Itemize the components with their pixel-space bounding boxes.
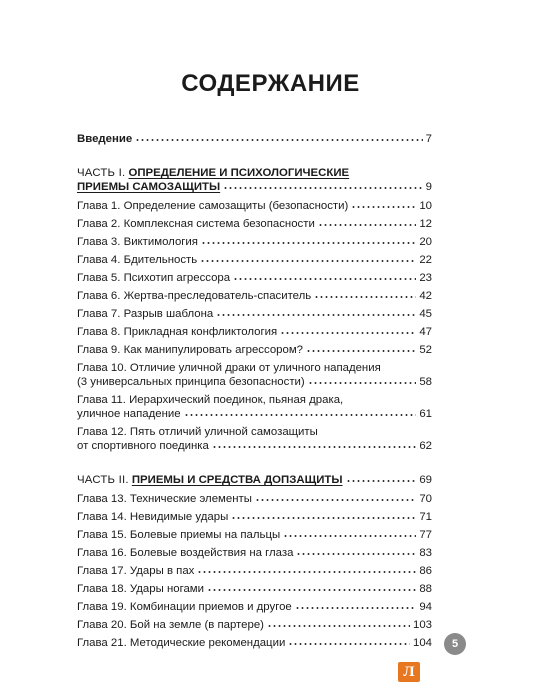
- toc-chapter-label: Глава 15. Болевые приемы на пальцы: [77, 529, 281, 541]
- toc-chapter-page: 61: [419, 408, 432, 420]
- toc-chapter-label: Глава 16. Болевые воздействия на глаза: [77, 547, 294, 559]
- part1-heading[interactable]: [77, 166, 349, 180]
- dot-leader: [351, 204, 416, 210]
- toc-chapter-page: 23: [419, 272, 432, 284]
- toc-chapter[interactable]: [77, 253, 432, 267]
- toc-chapter-label: Глава 3. Виктимология: [77, 236, 198, 248]
- toc-chapter[interactable]: [77, 271, 432, 285]
- toc-chapter-label: Глава 8. Прикладная конфликтология: [77, 326, 278, 338]
- toc-chapter[interactable]: [77, 407, 432, 421]
- toc-chapter[interactable]: [77, 343, 432, 357]
- page-title: СОДЕРЖАНИЕ: [181, 70, 360, 97]
- toc-chapter[interactable]: [77, 600, 432, 614]
- toc-chapter[interactable]: [77, 307, 432, 321]
- toc-chapter-page: 104: [412, 637, 432, 649]
- toc-chapter-label: Глава 6. Жертва-преследователь-спаситель: [77, 290, 312, 302]
- toc-chapter-page: 83: [419, 547, 432, 559]
- dot-leader: [233, 276, 416, 282]
- toc-chapter[interactable]: [77, 510, 432, 524]
- toc-chapter-line1[interactable]: Глава 11. Иерархический поединок, пьяная драка,: [77, 394, 344, 406]
- dot-leader: [223, 185, 423, 191]
- dot-leader: [318, 222, 416, 228]
- toc-chapter-page: 77: [419, 529, 432, 541]
- toc-chapter-label: Глава 19. Комбинации приемов и другое: [77, 601, 292, 613]
- dot-leader: [267, 623, 410, 629]
- dot-leader: [296, 551, 416, 557]
- dot-leader: [308, 380, 417, 386]
- toc-chapter-line1[interactable]: Глава 12. Пять отличий уличной самозащиты: [77, 426, 318, 438]
- toc-chapter-label: Глава 9. Как манипулировать агрессором?: [77, 344, 303, 356]
- toc-chapter-page: 94: [419, 601, 432, 613]
- dot-leader: [135, 137, 422, 143]
- dot-leader: [346, 478, 417, 484]
- dot-leader: [280, 330, 416, 336]
- toc-chapter[interactable]: [77, 289, 432, 303]
- part2-heading-row[interactable]: [77, 473, 432, 487]
- toc-chapter-label: Глава 18. Удары ногами: [77, 583, 205, 595]
- toc-chapter-page: 20: [419, 236, 432, 248]
- toc-chapter-page: 42: [419, 290, 432, 302]
- toc-chapter[interactable]: [77, 492, 432, 506]
- dot-leader: [197, 569, 416, 575]
- toc-chapter-page: 62: [419, 440, 432, 452]
- dot-leader: [212, 444, 416, 450]
- toc-chapter-page: 103: [412, 619, 432, 631]
- toc-chapter[interactable]: [77, 235, 432, 249]
- part1-heading-row[interactable]: [77, 180, 432, 194]
- toc-entry-label: Введение: [77, 133, 133, 145]
- dot-leader: [283, 533, 416, 539]
- toc-chapter[interactable]: [77, 582, 432, 596]
- part2-heading: [77, 473, 343, 487]
- dot-leader: [201, 240, 416, 246]
- part1-heading-line2: ПРИЕМЫ САМОЗАЩИТЫ: [77, 181, 221, 193]
- part2-title: ПРИЕМЫ И СРЕДСТВА ДОПЗАЩИТЫ: [131, 474, 343, 486]
- toc-chapter[interactable]: [77, 375, 432, 389]
- toc-entry-intro[interactable]: [77, 132, 432, 146]
- toc-chapter-page: 88: [419, 583, 432, 595]
- toc-chapter-page: 71: [419, 511, 432, 523]
- toc-chapter-page: 10: [419, 200, 432, 212]
- toc-chapter[interactable]: [77, 217, 432, 231]
- toc-chapter[interactable]: [77, 618, 432, 632]
- toc-chapter-page: 86: [419, 565, 432, 577]
- dot-leader: [306, 348, 416, 354]
- toc-chapter[interactable]: [77, 199, 432, 213]
- toc-chapter[interactable]: [77, 325, 432, 339]
- toc-chapter-line1[interactable]: Глава 10. Отличие уличной драки от уличного нападения: [77, 362, 381, 374]
- toc-chapter-page: 47: [419, 326, 432, 338]
- dot-leader: [184, 412, 417, 418]
- toc-chapter-label: Глава 20. Бой на земле (в партере): [77, 619, 264, 631]
- dot-leader: [314, 294, 416, 300]
- toc-chapter[interactable]: [77, 528, 432, 542]
- toc-chapter[interactable]: [77, 439, 432, 453]
- toc-chapter-page: 58: [419, 376, 432, 388]
- dot-leader: [288, 641, 410, 647]
- part1-prefix: ЧАСТЬ I.: [77, 167, 126, 179]
- toc-chapter-label: от спортивного поединка: [77, 440, 209, 452]
- toc-chapter-label: (3 универсальных принципа безопасности): [77, 376, 305, 388]
- dot-leader: [255, 497, 416, 503]
- logo-letter: Л: [403, 664, 415, 680]
- dot-leader: [200, 258, 416, 264]
- toc-chapter-label: Глава 13. Технические элементы: [77, 493, 252, 505]
- part2-page: 69: [419, 474, 432, 486]
- toc-chapter-label: Глава 4. Бдительность: [77, 254, 198, 266]
- toc-chapter-label: Глава 14. Невидимые удары: [77, 511, 229, 523]
- toc-chapter-page: 22: [419, 254, 432, 266]
- toc-chapter-label: Глава 1. Определение самозащиты (безопасности): [77, 200, 349, 212]
- publisher-logo-icon: [398, 662, 420, 682]
- dot-leader: [216, 312, 416, 318]
- toc-entry-page: 7: [425, 133, 432, 145]
- page-number-badge: 5: [444, 633, 466, 655]
- toc-chapter-label: Глава 5. Психотип агрессора: [77, 272, 231, 284]
- toc-chapter[interactable]: [77, 636, 432, 650]
- dot-leader: [231, 515, 416, 521]
- toc-chapter-label: уличное нападение: [77, 408, 181, 420]
- toc-chapter[interactable]: [77, 564, 432, 578]
- part1-heading-line1: ОПРЕДЕЛЕНИЕ И ПСИХОЛОГИЧЕСКИЕ: [128, 167, 350, 179]
- toc-chapter-label: Глава 2. Комплексная система безопасности: [77, 218, 315, 230]
- toc-chapter[interactable]: [77, 546, 432, 560]
- toc-chapter-page: 70: [419, 493, 432, 505]
- dot-leader: [207, 587, 416, 593]
- toc-chapter-page: 52: [419, 344, 432, 356]
- dot-leader: [295, 605, 417, 611]
- part2-prefix: ЧАСТЬ II.: [77, 474, 129, 486]
- part1-page: 9: [425, 181, 432, 193]
- toc-chapter-label: Глава 17. Удары в пах: [77, 565, 195, 577]
- toc-chapter-page: 12: [419, 218, 432, 230]
- toc-chapter-label: Глава 7. Разрыв шаблона: [77, 308, 214, 320]
- toc-chapter-page: 45: [419, 308, 432, 320]
- toc-chapter-label: Глава 21. Методические рекомендации: [77, 637, 286, 649]
